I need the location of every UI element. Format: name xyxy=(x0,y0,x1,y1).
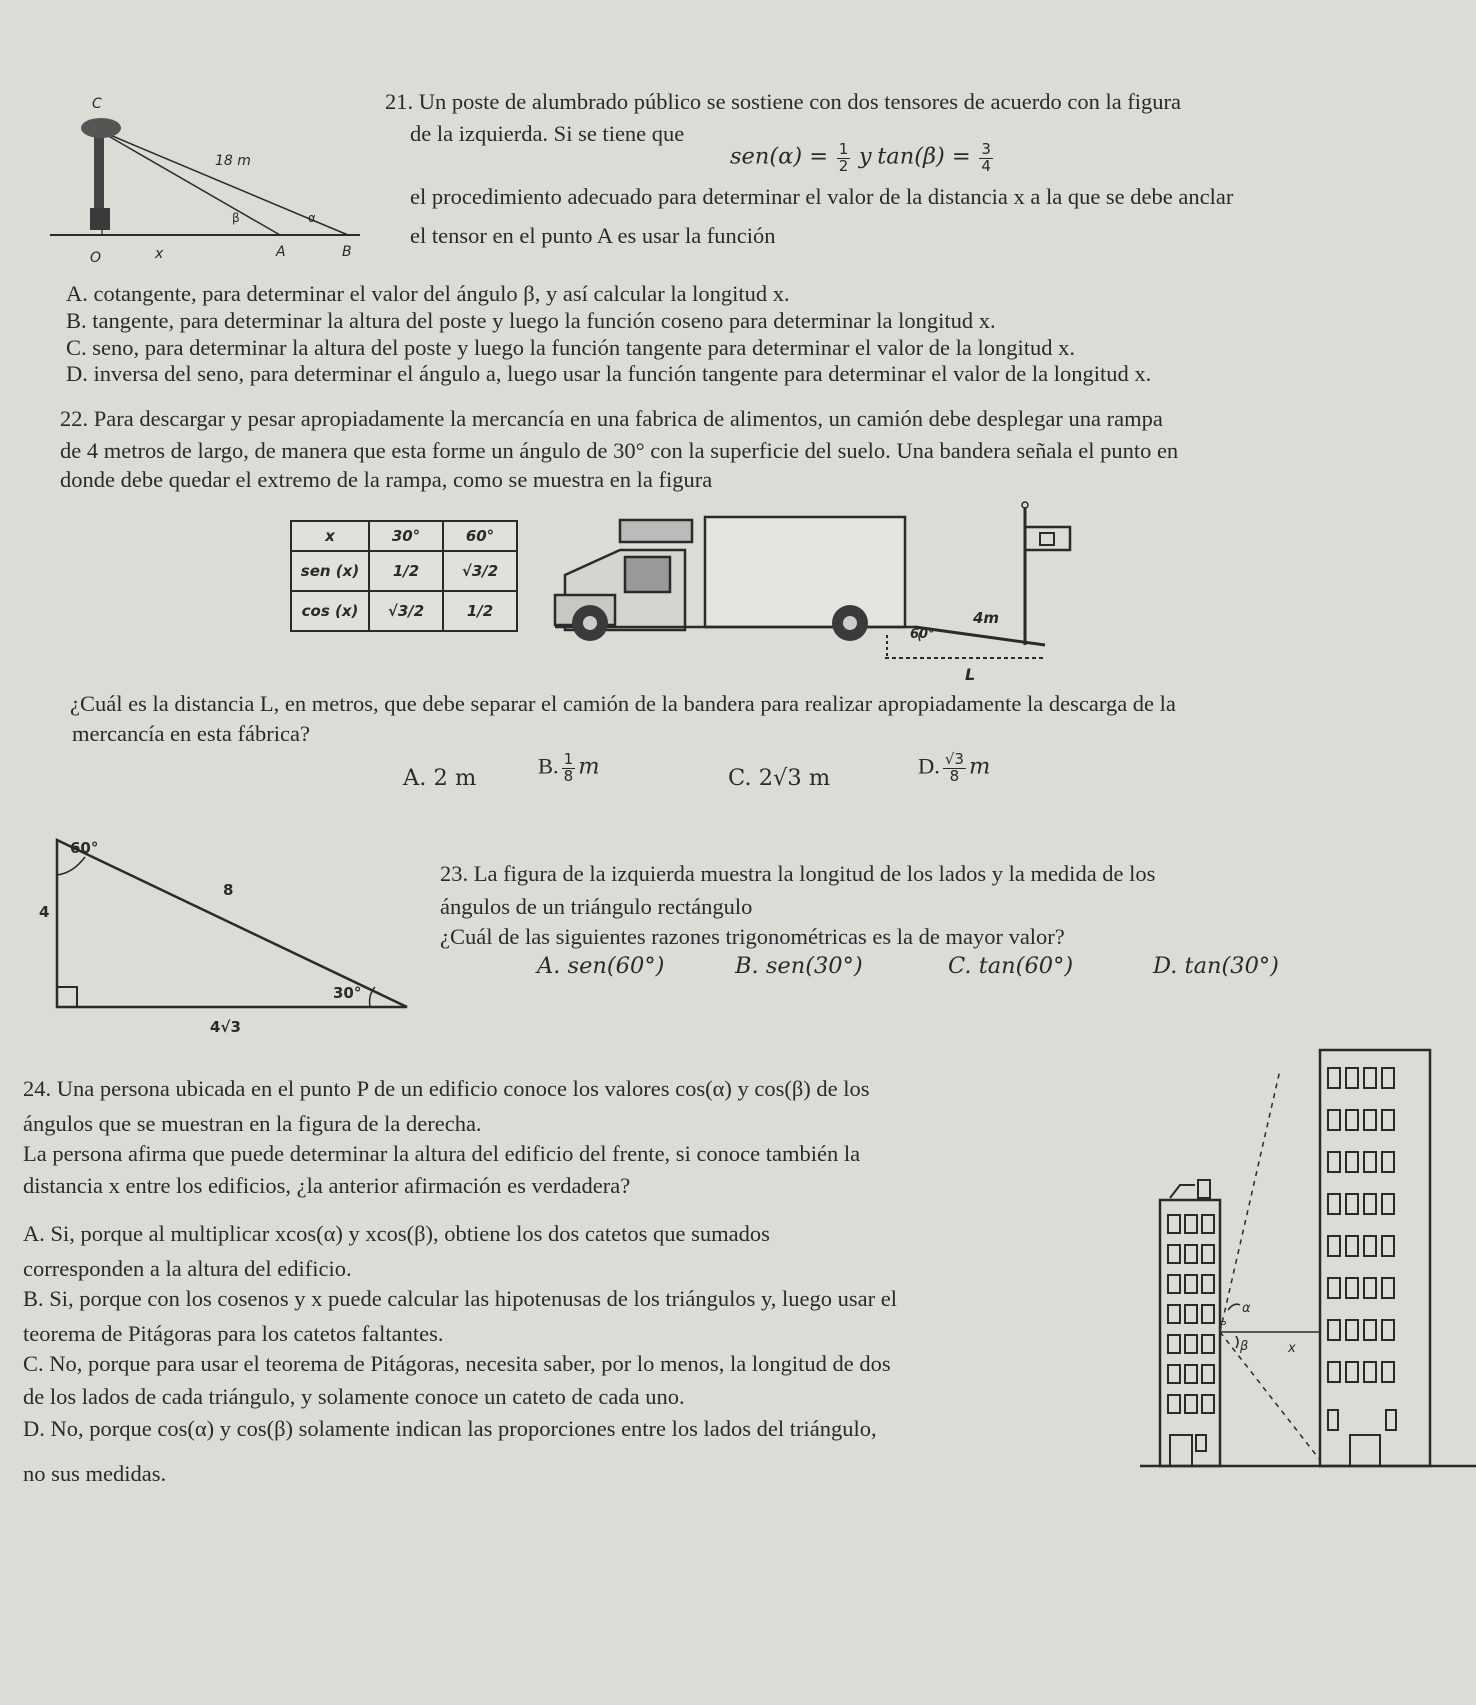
q22-line1-text: Para descargar y pesar apropiadamente la mercancía en una fabrica de alimentos, un camión debe desplegar una rampa xyxy=(93,406,1163,431)
q24-option-b-line2: teorema de Pitágoras para los catetos faltantes. xyxy=(23,1321,444,1346)
q23-line2: ángulos de un triángulo rectángulo xyxy=(440,894,753,919)
q23-label-60: 60° xyxy=(70,839,99,857)
q21-label-a: A xyxy=(276,244,286,260)
q21-label-18m: 18 m xyxy=(215,153,251,169)
q24-label-p: P xyxy=(1220,1320,1227,1331)
q21-number: 21. xyxy=(385,89,414,114)
q21-body-line1: el procedimiento adecuado para determinar el valor de la distancia x a la que se debe anclar xyxy=(410,184,1234,209)
q23-option-d: D. tan(30°) xyxy=(1153,953,1279,979)
trig-table-header-x: x xyxy=(291,521,369,551)
q23-figure-right-triangle xyxy=(35,815,415,1045)
trig-table-cos-60: 1/2 xyxy=(443,591,517,631)
trig-table-sen-label: sen (x) xyxy=(291,551,369,591)
trig-table-sen-60: √3/2 xyxy=(443,551,517,591)
q22-option-d-fraction: $\frac{√3}{8}$ xyxy=(944,750,964,785)
q23-line1-text: La figura de la izquierda muestra la longitud de los lados y la medida de los xyxy=(473,861,1156,886)
q22-option-b: B. $\frac{1}{8}$ m xyxy=(538,750,600,785)
q24-option-a-line2: corresponden a la altura del edificio. xyxy=(23,1256,352,1281)
q22-label-60: 60° xyxy=(910,627,935,642)
q24-line1-text: Una persona ubicada en el punto P de un edificio conoce los valores cos(α) y cos(β) de los xyxy=(56,1076,870,1101)
q22-option-b-fraction: $\frac{1}{8}$ xyxy=(563,750,574,785)
q22-question-line2: mercancía en esta fábrica? xyxy=(72,721,310,746)
q21-intro-text: Un poste de alumbrado público se sostiene con dos tensores de acuerdo con la figura xyxy=(418,89,1182,114)
q21-fraction-sen: $\frac{1}{2}$ xyxy=(838,140,849,175)
trig-table-cos-30: √3/2 xyxy=(369,591,443,631)
q23-label-30: 30° xyxy=(333,984,362,1002)
q23-option-c: C. tan(60°) xyxy=(948,953,1074,979)
q21-figure-lamp-post xyxy=(40,90,380,275)
trig-table-sen-30: 1/2 xyxy=(369,551,443,591)
q22-label-l: L xyxy=(965,665,976,684)
q21-option-a: A. cotangente, para determinar el valor del ángulo β, y así calcular la longitud x. xyxy=(66,281,790,306)
q24-label-x: x xyxy=(1288,1341,1296,1356)
q21-option-d: D. inversa del seno, para determinar el ángulo a, luego usar la función tangente para determinar el valor de la longitud x. xyxy=(66,361,1152,386)
q22-number: 22. xyxy=(60,406,89,431)
q22-line1 xyxy=(60,405,1163,432)
left-building-icon xyxy=(1160,1200,1220,1466)
q23-label-4: 4 xyxy=(39,903,50,921)
q22-trig-table xyxy=(290,520,518,632)
q21-option-b: B. tangente, para determinar la altura del poste y luego la función coseno para determinar la longitud x. xyxy=(66,308,996,333)
q23-option-b: B. sen(30°) xyxy=(735,953,863,979)
q21-formula-tan: tan(β) = xyxy=(877,143,971,170)
q22-question-line1: ¿Cuál es la distancia L, en metros, que debe separar el camión de la bandera para realizar apropiadamente la descarga de la xyxy=(70,691,1176,716)
q24-line4: distancia x entre los edificios, ¿la anterior afirmación es verdadera? xyxy=(23,1173,631,1198)
q22-option-a: A. 2 m xyxy=(403,765,477,791)
q22-line2: de 4 metros de largo, de manera que esta forme un ángulo de 30° con la superficie del suelo. Una bandera señala el punto en xyxy=(60,438,1179,463)
q22-line3: donde debe quedar el extremo de la rampa, como se muestra en la figura xyxy=(60,467,713,492)
q23-line1 xyxy=(440,860,1155,887)
q24-option-b-line1: B. Si, porque con los cosenos y x puede calcular las hipotenusas de los triángulos y, luego usar el xyxy=(23,1286,897,1311)
q21-label-beta: β xyxy=(232,211,240,225)
q21-label-alpha: α xyxy=(308,211,316,225)
q22-option-d: D. $\frac{√3}{8}$ m xyxy=(918,750,991,785)
q23-number: 23. xyxy=(440,861,469,886)
q24-label-beta: β xyxy=(1240,1339,1249,1354)
q21-intro-line1 xyxy=(385,88,1181,115)
q21-formula-sen: sen(α) = xyxy=(730,143,829,170)
q24-line2: ángulos que se muestran en la figura de la derecha. xyxy=(23,1111,482,1136)
q24-figure-buildings xyxy=(1140,1040,1476,1480)
q21-formula-y: y xyxy=(858,143,872,170)
q21-label-b: B xyxy=(342,244,352,260)
q24-option-c-line2: de los lados de cada triángulo, y solamente conoce un cateto de cada uno. xyxy=(23,1384,685,1409)
q21-label-c: C xyxy=(92,96,102,112)
q24-option-d-line2: no sus medidas. xyxy=(23,1461,167,1486)
q21-fraction-tan: $\frac{3}{4}$ xyxy=(981,140,991,175)
q24-line1 xyxy=(23,1075,870,1102)
q21-intro-line2: de la izquierda. Si se tiene que xyxy=(410,121,685,146)
q21-option-c: C. seno, para determinar la altura del poste y luego la función tangente para determinar el valor de la longitud x. xyxy=(66,335,1076,360)
q24-line3: La persona afirma que puede determinar la altura del edificio del frente, si conoce también la xyxy=(23,1141,861,1166)
q24-option-d-line1: D. No, porque cos(α) y cos(β) solamente indican las proporciones entre los lados del triángulo, xyxy=(23,1416,877,1441)
q21-label-o: O xyxy=(90,250,102,266)
q24-option-a-line1: A. Si, porque al multiplicar xcos(α) y xcos(β), obtiene los dos catetos que sumados xyxy=(23,1221,770,1246)
q23-question: ¿Cuál de las siguientes razones trigonométricas es la de mayor valor? xyxy=(440,924,1065,949)
trig-table-cos-label: cos (x) xyxy=(291,591,369,631)
q23-label-8: 8 xyxy=(223,881,234,899)
q22-figure-truck-ramp xyxy=(525,495,1115,690)
flag-icon xyxy=(1025,527,1070,550)
q24-label-alpha: α xyxy=(1242,1301,1251,1316)
trig-table-header-60: 60° xyxy=(443,521,517,551)
q24-option-c-line1: C. No, porque para usar el teorema de Pitágoras, necesita saber, por lo menos, la longitud de dos xyxy=(23,1351,891,1376)
q24-number: 24. xyxy=(23,1076,52,1101)
q21-label-x: x xyxy=(155,246,164,262)
q22-option-c: C. 2√3 m xyxy=(728,765,831,791)
q23-option-a: A. sen(60°) xyxy=(537,953,665,979)
trig-table-header-30: 30° xyxy=(369,521,443,551)
q22-label-4m: 4m xyxy=(973,609,1000,627)
q21-body-line2: el tensor en el punto A es usar la función xyxy=(410,223,776,248)
q23-label-base: 4√3 xyxy=(210,1018,241,1036)
